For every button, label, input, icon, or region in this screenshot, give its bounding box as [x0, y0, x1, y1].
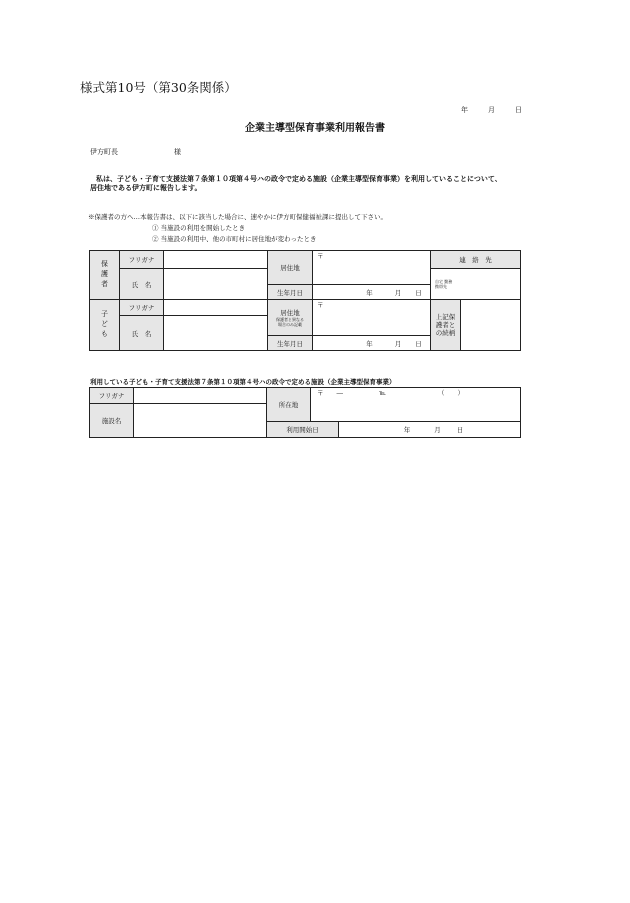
guardian-furigana-label: フリガナ: [120, 251, 164, 269]
relation-label: 上記保護者との続柄: [431, 300, 461, 351]
form-number: 様式第10号（第30条関係）: [80, 80, 237, 95]
report-statement-line1: 私は、子ども・子育て支援法第７条第１０項第４号ハの政令で定める施設（企業主導型保育事業）を利用していることについて、: [96, 175, 502, 183]
child-birth-year: 年: [366, 339, 373, 348]
date-month-label: 月: [487, 106, 496, 114]
contact-header: 連 絡 先: [431, 251, 521, 269]
child-section-label: 子ども: [90, 300, 120, 351]
addressee: [90, 147, 181, 157]
start-day: 日: [456, 426, 464, 434]
facility-name-label: 施設名: [90, 404, 134, 438]
contact-field[interactable]: [431, 269, 521, 300]
facility-furigana-label: フリガナ: [90, 388, 134, 404]
child-name-field[interactable]: [164, 316, 268, 351]
date-day-label: 日: [514, 106, 523, 114]
facility-address-field[interactable]: [311, 388, 521, 422]
guardian-residence-label: 居住地: [268, 251, 313, 285]
postal-mark: 〒: [317, 252, 324, 260]
relation-field[interactable]: [461, 300, 521, 351]
contact-types: 自宅 勤務 携帯先: [435, 279, 453, 289]
date-year-label: 年: [461, 106, 469, 114]
document-title: 企業主導型保育事業利用報告書: [245, 123, 385, 134]
child-residence-field[interactable]: [313, 300, 431, 336]
child-residence-label: [268, 300, 313, 336]
facility-postal: 〒 ―: [317, 389, 343, 397]
report-statement: [90, 175, 530, 193]
guardian-child-table: [89, 250, 521, 351]
facility-tel: ℡: [379, 389, 386, 397]
facility-section-heading: 利用している子ども・子育て支援法第７条第１０項第４号ハの政令で定める施設（企業主導型保育事業）: [90, 378, 396, 386]
facility-furigana-field[interactable]: [134, 388, 267, 404]
guardian-birthdate-field[interactable]: [313, 285, 431, 300]
guardian-name-field[interactable]: [164, 269, 268, 300]
start-year: 年: [403, 426, 411, 434]
facility-name-field[interactable]: [134, 404, 267, 438]
guardian-birth-day: 日: [415, 288, 422, 297]
report-date: [461, 105, 522, 115]
child-furigana-label: フリガナ: [120, 300, 164, 316]
start-date-label: 利用開始日: [267, 422, 339, 438]
child-birth-month: 月: [394, 339, 402, 348]
facility-address-label: 所在地: [267, 388, 311, 422]
note-item-2: ② 当施設の利用中、他の市町村に居住地が変わったとき: [152, 235, 317, 243]
start-date-field[interactable]: [339, 422, 521, 438]
guardian-birthdate-label: 生年月日: [268, 285, 313, 300]
guardian-section-label: 保護者: [90, 251, 120, 300]
facility-table: [89, 387, 521, 438]
postal-mark: 〒: [317, 301, 324, 309]
child-furigana-field[interactable]: [164, 300, 268, 316]
child-residence-title: 居住地: [280, 309, 300, 317]
child-name-label: 氏 名: [120, 316, 164, 351]
child-birthdate-label: 生年月日: [268, 336, 313, 351]
addressee-name: 伊方町長: [90, 148, 118, 156]
submission-note: [88, 212, 387, 245]
guardian-birth-year: 年: [366, 288, 373, 297]
start-month: 月: [434, 426, 441, 434]
report-statement-line2: 居住地である伊方町に報告します。: [90, 184, 202, 192]
addressee-honorific: 様: [174, 148, 181, 156]
note-item-1: ① 当施設の利用を開始したとき: [152, 224, 246, 232]
child-residence-note: 保護者と異なる場合のみ記載: [276, 317, 304, 327]
guardian-name-label: 氏 名: [120, 269, 164, 300]
note-intro: ※保護者の方へ…本報告書は、以下に該当した場合に、速やかに伊方町保健福祉課に提出して下さい。: [88, 213, 387, 221]
child-birthdate-field[interactable]: [313, 336, 431, 351]
guardian-residence-field[interactable]: [313, 251, 431, 285]
guardian-furigana-field[interactable]: [164, 251, 268, 269]
guardian-birth-month: 月: [394, 288, 402, 297]
child-birth-day: 日: [415, 339, 422, 348]
facility-tel-parens: （ ）: [437, 389, 464, 397]
